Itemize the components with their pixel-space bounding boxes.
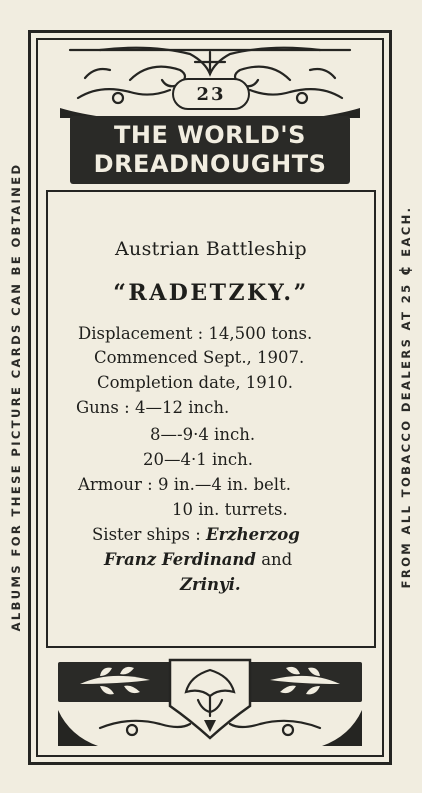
side-text-right [396, 205, 414, 588]
side-text-right-prefix: FROM ALL TOBACCO DEALERS AT 25 [399, 281, 413, 588]
ship-class-subtitle: Austrian Battleship [115, 238, 307, 260]
series-title-line-2: DREADNOUGHTS [93, 150, 327, 178]
armour-line-2: 10 in. turrets. [172, 500, 288, 519]
side-text-left: ALBUMS FOR THESE PICTURE CARDS CAN BE OBTAINED [9, 162, 23, 631]
guns-line-2: 8—-9·4 inch. [150, 425, 256, 444]
ship-name: “RADETZKY.” [113, 280, 309, 306]
bottom-leaf-ornament [40, 650, 380, 750]
series-title-line-1: THE WORLD'S [114, 121, 306, 149]
completion-line: Completion date, 1910. [97, 373, 294, 392]
guns-line-1: Guns : 4—12 inch. [76, 398, 230, 417]
displacement-line: Displacement : 14,500 tons. [78, 324, 313, 343]
sister-ships-line-2 [104, 550, 292, 569]
commenced-line: Commenced Sept., 1907. [94, 348, 305, 367]
sister-ships-line-1 [92, 525, 300, 544]
card-number-badge: 23 [172, 78, 250, 110]
side-text-right-suffix: EACH. [399, 205, 413, 257]
sister-ships-label: Sister ships : [92, 525, 201, 544]
sister-ship-zrinyi: Zrinyi. [180, 575, 241, 594]
sister-ship-franz-ferdinand: Franz Ferdinand [104, 550, 256, 569]
guns-line-3: 20—4·1 inch. [143, 450, 253, 469]
armour-line-1: Armour : 9 in.—4 in. belt. [78, 475, 291, 494]
cents-symbol: ¢ [396, 262, 414, 276]
sister-ships-and: and [261, 550, 293, 569]
sister-ship-erzherzog: Erzherzog [206, 525, 300, 544]
series-title-banner [70, 116, 350, 184]
